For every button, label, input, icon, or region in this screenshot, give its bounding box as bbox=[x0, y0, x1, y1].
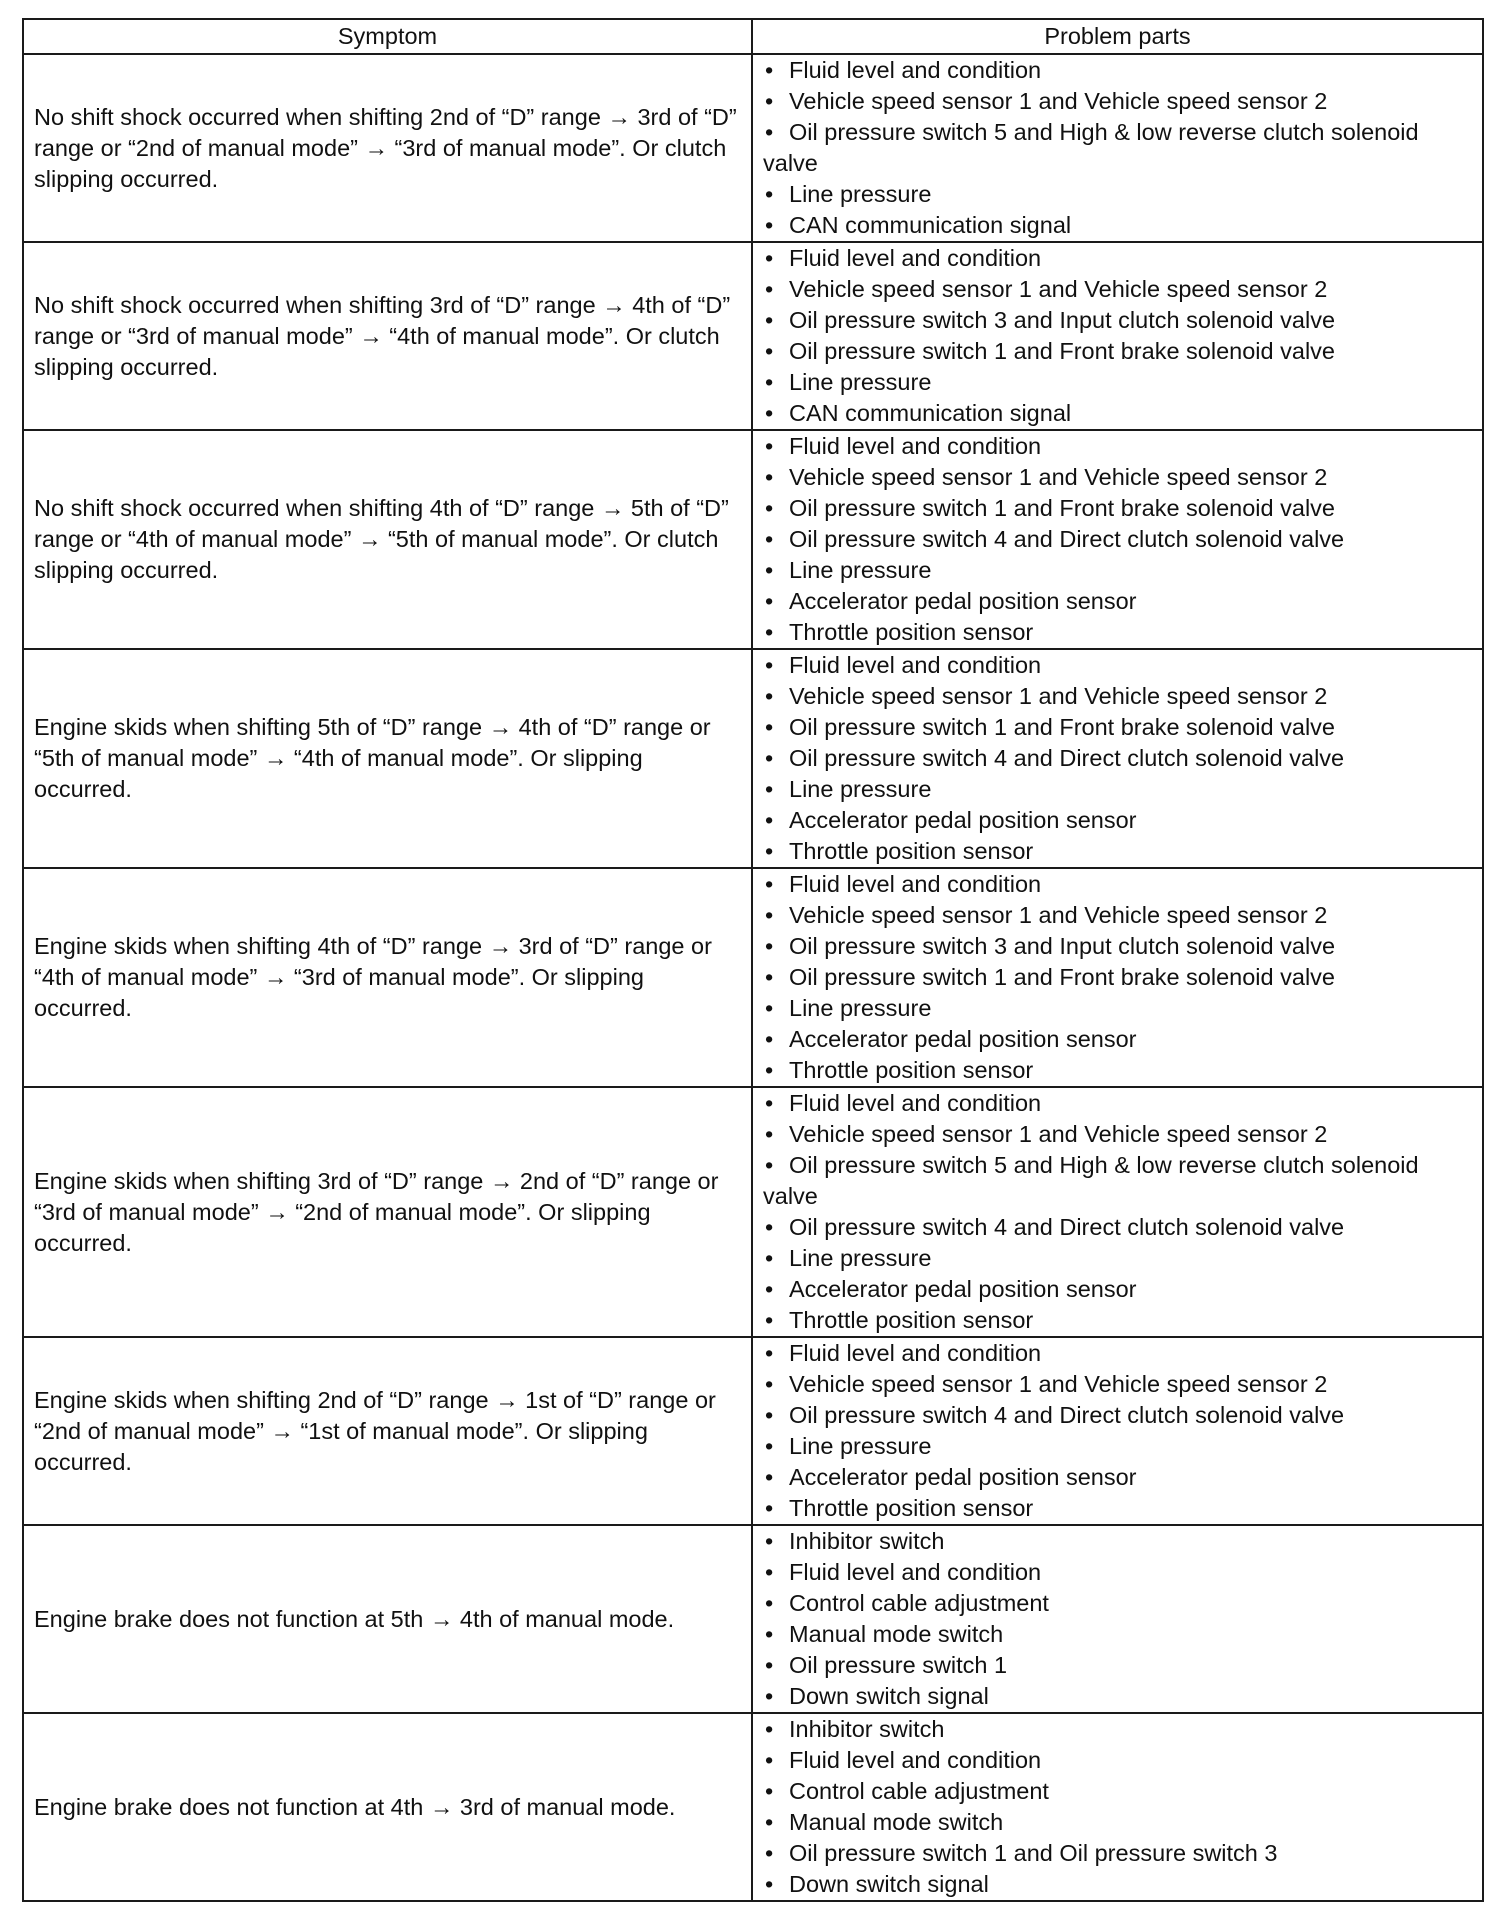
part-label: Vehicle speed sensor 1 and Vehicle speed sensor 2 bbox=[789, 683, 1328, 709]
bullet-icon: • bbox=[765, 307, 774, 333]
symptom-cell: No shift shock occurred when shifting 3rd of “D” range → 4th of “D” range or “3rd of manual mode” → “4th of manual mode”. Or clutch slipping occurred. bbox=[23, 242, 752, 430]
list-item bbox=[763, 1119, 1474, 1150]
list-item bbox=[763, 869, 1474, 900]
part-label: Oil pressure switch 4 and Direct clutch solenoid valve bbox=[789, 1402, 1345, 1428]
part-label: Line pressure bbox=[789, 995, 932, 1021]
troubleshooting-table-container bbox=[22, 18, 1482, 1902]
list-item bbox=[763, 1869, 1474, 1900]
bullet-icon: • bbox=[765, 464, 774, 490]
bullet-icon: • bbox=[765, 1057, 774, 1083]
problem-parts-cell bbox=[752, 1087, 1483, 1337]
problem-parts-cell bbox=[752, 54, 1483, 242]
list-item bbox=[763, 712, 1474, 743]
bullet-icon: • bbox=[765, 776, 774, 802]
table-row bbox=[23, 868, 1483, 1087]
part-label: Vehicle speed sensor 1 and Vehicle speed sensor 2 bbox=[789, 1371, 1328, 1397]
part-label: Oil pressure switch 4 and Direct clutch solenoid valve bbox=[789, 526, 1345, 552]
list-item bbox=[763, 1838, 1474, 1869]
part-label: Vehicle speed sensor 1 and Vehicle speed sensor 2 bbox=[789, 902, 1328, 928]
part-label: Fluid level and condition bbox=[789, 871, 1042, 897]
list-item bbox=[763, 1681, 1474, 1712]
list-item bbox=[763, 774, 1474, 805]
bullet-icon: • bbox=[765, 807, 774, 833]
part-label: Fluid level and condition bbox=[789, 1340, 1042, 1366]
list-item bbox=[763, 86, 1474, 117]
bullet-icon: • bbox=[765, 1590, 774, 1616]
list-item bbox=[763, 305, 1474, 336]
problem-parts-list bbox=[763, 1088, 1474, 1336]
symptom-cell: Engine brake does not function at 4th → 3rd of manual mode. bbox=[23, 1713, 752, 1901]
part-label: Control cable adjustment bbox=[789, 1778, 1049, 1804]
bullet-icon: • bbox=[765, 1433, 774, 1459]
bullet-icon: • bbox=[765, 1621, 774, 1647]
problem-parts-cell bbox=[752, 1713, 1483, 1901]
bullet-icon: • bbox=[765, 1214, 774, 1240]
problem-parts-header: Problem parts bbox=[752, 19, 1483, 54]
table-row bbox=[23, 649, 1483, 868]
bullet-icon: • bbox=[765, 902, 774, 928]
table-row bbox=[23, 1713, 1483, 1901]
bullet-icon: • bbox=[765, 57, 774, 83]
bullet-icon: • bbox=[765, 1747, 774, 1773]
list-item bbox=[763, 1369, 1474, 1400]
list-item bbox=[763, 931, 1474, 962]
part-label: Fluid level and condition bbox=[789, 1090, 1042, 1116]
list-item bbox=[763, 805, 1474, 836]
part-label: Line pressure bbox=[789, 1433, 932, 1459]
bullet-icon: • bbox=[765, 245, 774, 271]
bullet-icon: • bbox=[765, 933, 774, 959]
part-label: Fluid level and condition bbox=[789, 245, 1042, 271]
part-label: Vehicle speed sensor 1 and Vehicle speed sensor 2 bbox=[789, 464, 1328, 490]
bullet-icon: • bbox=[765, 1026, 774, 1052]
bullet-icon: • bbox=[765, 88, 774, 114]
part-label: Inhibitor switch bbox=[789, 1716, 945, 1742]
list-item bbox=[763, 1557, 1474, 1588]
part-label: Line pressure bbox=[789, 1245, 932, 1271]
problem-parts-cell bbox=[752, 868, 1483, 1087]
bullet-icon: • bbox=[765, 1340, 774, 1366]
list-item bbox=[763, 367, 1474, 398]
bullet-icon: • bbox=[765, 1840, 774, 1866]
bullet-icon: • bbox=[765, 838, 774, 864]
table-row bbox=[23, 242, 1483, 430]
list-item bbox=[763, 743, 1474, 774]
part-label: Oil pressure switch 1 and Front brake solenoid valve bbox=[789, 714, 1335, 740]
part-label: Fluid level and condition bbox=[789, 1747, 1042, 1773]
bullet-icon: • bbox=[765, 1371, 774, 1397]
list-item bbox=[763, 1745, 1474, 1776]
list-item bbox=[763, 1807, 1474, 1838]
table-row bbox=[23, 430, 1483, 649]
problem-parts-list bbox=[763, 1338, 1474, 1524]
problem-parts-list bbox=[763, 869, 1474, 1086]
bullet-icon: • bbox=[765, 588, 774, 614]
part-label: Oil pressure switch 1 bbox=[789, 1652, 1008, 1678]
symptom-cell: Engine brake does not function at 5th → 4th of manual mode. bbox=[23, 1525, 752, 1713]
bullet-icon: • bbox=[765, 1778, 774, 1804]
part-label: Oil pressure switch 3 and Input clutch solenoid valve bbox=[789, 933, 1336, 959]
table-row bbox=[23, 1525, 1483, 1713]
list-item bbox=[763, 1650, 1474, 1681]
bullet-icon: • bbox=[765, 433, 774, 459]
list-item bbox=[763, 398, 1474, 429]
list-item bbox=[763, 431, 1474, 462]
part-label: Throttle position sensor bbox=[789, 1495, 1034, 1521]
list-item bbox=[763, 117, 1474, 179]
list-item bbox=[763, 1493, 1474, 1524]
list-item bbox=[763, 1526, 1474, 1557]
part-label: Accelerator pedal position sensor bbox=[789, 1276, 1137, 1302]
bullet-icon: • bbox=[765, 652, 774, 678]
part-label: Oil pressure switch 4 and Direct clutch solenoid valve bbox=[789, 745, 1345, 771]
part-label: Throttle position sensor bbox=[789, 1307, 1034, 1333]
list-item bbox=[763, 1024, 1474, 1055]
list-item bbox=[763, 1274, 1474, 1305]
problem-parts-list bbox=[763, 650, 1474, 867]
list-item bbox=[763, 993, 1474, 1024]
part-label: Oil pressure switch 4 and Direct clutch solenoid valve bbox=[789, 1214, 1345, 1240]
problem-parts-list bbox=[763, 1714, 1474, 1900]
list-item bbox=[763, 462, 1474, 493]
list-item bbox=[763, 1619, 1474, 1650]
problem-parts-list bbox=[763, 431, 1474, 648]
bullet-icon: • bbox=[765, 745, 774, 771]
list-item bbox=[763, 1305, 1474, 1336]
bullet-icon: • bbox=[765, 1559, 774, 1585]
list-item bbox=[763, 243, 1474, 274]
part-label: Line pressure bbox=[789, 776, 932, 802]
list-item bbox=[763, 1088, 1474, 1119]
part-label: Accelerator pedal position sensor bbox=[789, 807, 1137, 833]
bullet-icon: • bbox=[765, 1528, 774, 1554]
bullet-icon: • bbox=[765, 1809, 774, 1835]
part-label: Accelerator pedal position sensor bbox=[789, 1464, 1137, 1490]
symptom-cell: Engine skids when shifting 5th of “D” range → 4th of “D” range or “5th of manual mode” → “4th of manual mode”. Or slipping occurred. bbox=[23, 649, 752, 868]
bullet-icon: • bbox=[765, 683, 774, 709]
part-label: Down switch signal bbox=[789, 1683, 989, 1709]
part-label: Inhibitor switch bbox=[789, 1528, 945, 1554]
part-label: Oil pressure switch 1 and Oil pressure switch 3 bbox=[789, 1840, 1278, 1866]
problem-parts-list bbox=[763, 55, 1474, 241]
list-item bbox=[763, 55, 1474, 86]
bullet-icon: • bbox=[765, 1245, 774, 1271]
bullet-icon: • bbox=[765, 276, 774, 302]
part-label: Manual mode switch bbox=[789, 1621, 1004, 1647]
bullet-icon: • bbox=[765, 1683, 774, 1709]
list-item bbox=[763, 336, 1474, 367]
bullet-icon: • bbox=[765, 1464, 774, 1490]
problem-parts-cell bbox=[752, 1525, 1483, 1713]
list-item bbox=[763, 900, 1474, 931]
bullet-icon: • bbox=[765, 1307, 774, 1333]
list-item bbox=[763, 1431, 1474, 1462]
list-item bbox=[763, 1714, 1474, 1745]
part-label: Fluid level and condition bbox=[789, 433, 1042, 459]
bullet-icon: • bbox=[765, 995, 774, 1021]
bullet-icon: • bbox=[765, 338, 774, 364]
problem-parts-cell bbox=[752, 430, 1483, 649]
list-item bbox=[763, 274, 1474, 305]
list-item bbox=[763, 179, 1474, 210]
part-label: CAN communication signal bbox=[789, 400, 1072, 426]
list-item bbox=[763, 493, 1474, 524]
table-row bbox=[23, 1087, 1483, 1337]
list-item bbox=[763, 1588, 1474, 1619]
list-item bbox=[763, 586, 1474, 617]
part-label: Accelerator pedal position sensor bbox=[789, 588, 1137, 614]
part-label: Throttle position sensor bbox=[789, 1057, 1034, 1083]
part-label: Oil pressure switch 5 and High & low reverse clutch solenoid valve bbox=[763, 1152, 1419, 1209]
bullet-icon: • bbox=[765, 1152, 774, 1178]
list-item bbox=[763, 210, 1474, 241]
bullet-icon: • bbox=[765, 557, 774, 583]
symptom-cell: No shift shock occurred when shifting 4th of “D” range → 5th of “D” range or “4th of manual mode” → “5th of manual mode”. Or clutch slipping occurred. bbox=[23, 430, 752, 649]
bullet-icon: • bbox=[765, 1871, 774, 1897]
bullet-icon: • bbox=[765, 1090, 774, 1116]
list-item bbox=[763, 1776, 1474, 1807]
part-label: Vehicle speed sensor 1 and Vehicle speed sensor 2 bbox=[789, 88, 1328, 114]
bullet-icon: • bbox=[765, 1495, 774, 1521]
part-label: Oil pressure switch 1 and Front brake solenoid valve bbox=[789, 495, 1335, 521]
table-row bbox=[23, 1337, 1483, 1525]
part-label: Line pressure bbox=[789, 557, 932, 583]
part-label: Oil pressure switch 1 and Front brake solenoid valve bbox=[789, 964, 1335, 990]
list-item bbox=[763, 1212, 1474, 1243]
bullet-icon: • bbox=[765, 1402, 774, 1428]
list-item bbox=[763, 1055, 1474, 1086]
list-item bbox=[763, 1243, 1474, 1274]
part-label: Line pressure bbox=[789, 181, 932, 207]
symptom-cell: Engine skids when shifting 4th of “D” range → 3rd of “D” range or “4th of manual mode” → “3rd of manual mode”. Or slipping occurred. bbox=[23, 868, 752, 1087]
table-row bbox=[23, 54, 1483, 242]
part-label: Line pressure bbox=[789, 369, 932, 395]
part-label: Oil pressure switch 3 and Input clutch solenoid valve bbox=[789, 307, 1336, 333]
bullet-icon: • bbox=[765, 619, 774, 645]
troubleshooting-table bbox=[22, 18, 1484, 1902]
problem-parts-list bbox=[763, 243, 1474, 429]
part-label: Fluid level and condition bbox=[789, 1559, 1042, 1585]
bullet-icon: • bbox=[765, 526, 774, 552]
part-label: Oil pressure switch 1 and Front brake solenoid valve bbox=[789, 338, 1335, 364]
symptom-header: Symptom bbox=[23, 19, 752, 54]
part-label: Vehicle speed sensor 1 and Vehicle speed sensor 2 bbox=[789, 1121, 1328, 1147]
list-item bbox=[763, 836, 1474, 867]
bullet-icon: • bbox=[765, 400, 774, 426]
part-label: Manual mode switch bbox=[789, 1809, 1004, 1835]
bullet-icon: • bbox=[765, 1121, 774, 1147]
bullet-icon: • bbox=[765, 495, 774, 521]
part-label: Control cable adjustment bbox=[789, 1590, 1049, 1616]
bullet-icon: • bbox=[765, 369, 774, 395]
table-body bbox=[23, 54, 1483, 1901]
list-item bbox=[763, 1150, 1474, 1212]
part-label: Accelerator pedal position sensor bbox=[789, 1026, 1137, 1052]
list-item bbox=[763, 1400, 1474, 1431]
list-item bbox=[763, 962, 1474, 993]
list-item bbox=[763, 681, 1474, 712]
problem-parts-cell bbox=[752, 649, 1483, 868]
list-item bbox=[763, 1338, 1474, 1369]
bullet-icon: • bbox=[765, 212, 774, 238]
list-item bbox=[763, 1462, 1474, 1493]
list-item bbox=[763, 617, 1474, 648]
bullet-icon: • bbox=[765, 119, 774, 145]
bullet-icon: • bbox=[765, 964, 774, 990]
list-item bbox=[763, 524, 1474, 555]
bullet-icon: • bbox=[765, 1716, 774, 1742]
bullet-icon: • bbox=[765, 181, 774, 207]
bullet-icon: • bbox=[765, 714, 774, 740]
list-item bbox=[763, 650, 1474, 681]
bullet-icon: • bbox=[765, 871, 774, 897]
symptom-cell: Engine skids when shifting 2nd of “D” range → 1st of “D” range or “2nd of manual mode” → “1st of manual mode”. Or slipping occurred. bbox=[23, 1337, 752, 1525]
problem-parts-cell bbox=[752, 1337, 1483, 1525]
symptom-cell: Engine skids when shifting 3rd of “D” range → 2nd of “D” range or “3rd of manual mode” → “2nd of manual mode”. Or slipping occurred. bbox=[23, 1087, 752, 1337]
part-label: CAN communication signal bbox=[789, 212, 1072, 238]
list-item bbox=[763, 555, 1474, 586]
part-label: Down switch signal bbox=[789, 1871, 989, 1897]
header-row bbox=[23, 19, 1483, 54]
problem-parts-cell bbox=[752, 242, 1483, 430]
part-label: Fluid level and condition bbox=[789, 652, 1042, 678]
problem-parts-list bbox=[763, 1526, 1474, 1712]
part-label: Fluid level and condition bbox=[789, 57, 1042, 83]
symptom-cell: No shift shock occurred when shifting 2nd of “D” range → 3rd of “D” range or “2nd of manual mode” → “3rd of manual mode”. Or clutch slipping occurred. bbox=[23, 54, 752, 242]
part-label: Throttle position sensor bbox=[789, 838, 1034, 864]
part-label: Throttle position sensor bbox=[789, 619, 1034, 645]
part-label: Vehicle speed sensor 1 and Vehicle speed sensor 2 bbox=[789, 276, 1328, 302]
bullet-icon: • bbox=[765, 1652, 774, 1678]
bullet-icon: • bbox=[765, 1276, 774, 1302]
part-label: Oil pressure switch 5 and High & low reverse clutch solenoid valve bbox=[763, 119, 1419, 176]
